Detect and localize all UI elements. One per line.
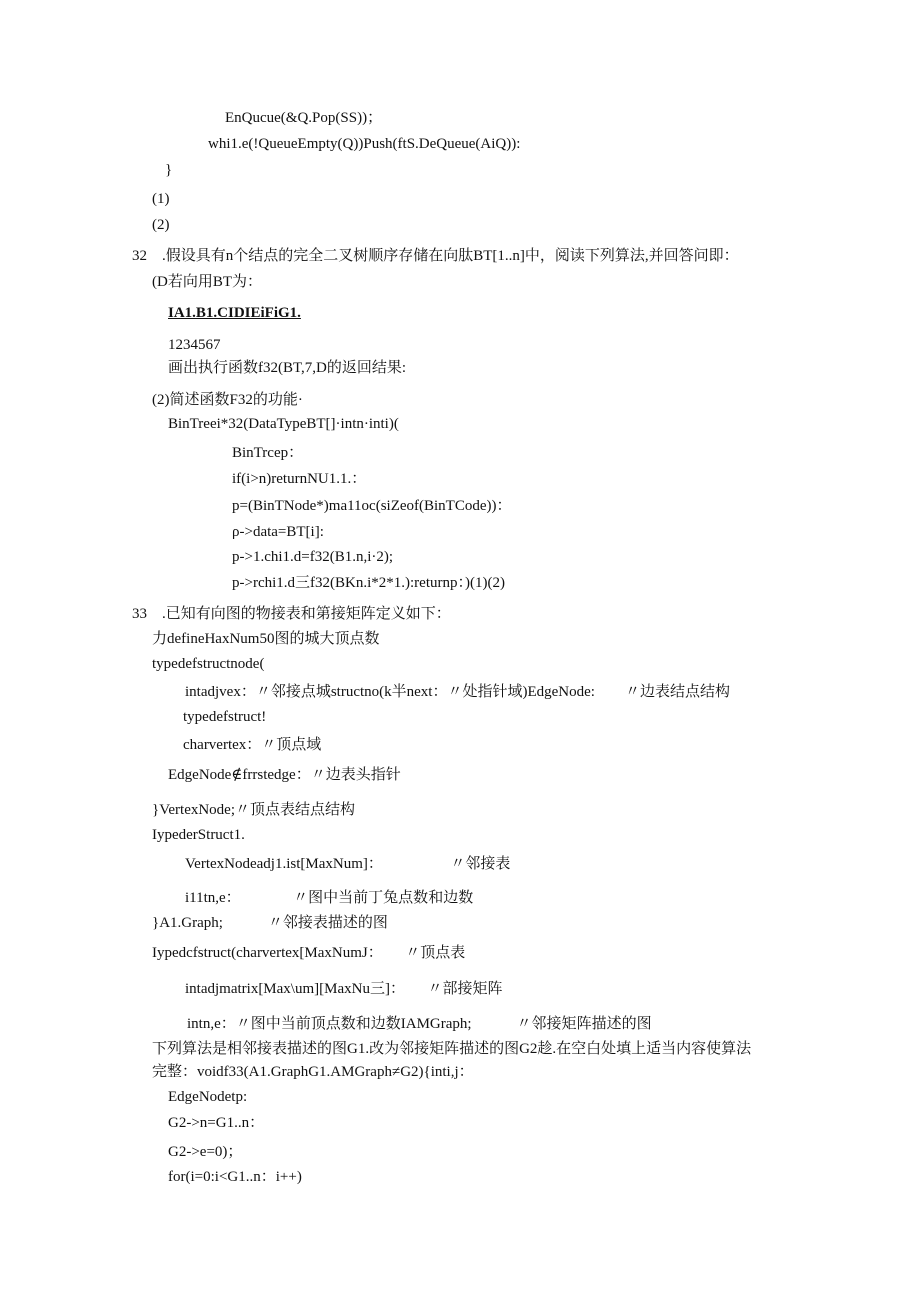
question-32-draw-result: 画出执行函数f32(BT,7,D的返回结果: [168, 360, 407, 376]
code-adjvex-line: intadjvex：〃邻接点城structno(k半next：〃处指针域)EdgeNode: 〃边表结点结构 [185, 684, 730, 700]
question-33-instruction: 下列算法是相邻接表描述的图G1.改为邻接矩阵描述的图G2趁.在空白处填上适当内容使算法 [152, 1041, 752, 1057]
code-f32-rchild: p->rchi1.d三f32(BKn.i*2*1.):returnp：)(1)(2) [232, 575, 505, 591]
code-f33-decl: EdgeNodetp: [168, 1089, 248, 1105]
code-adjmatrix-field: intadjmatrix[Max\um][MaxNu三]： 〃部接矩阵 [185, 981, 503, 997]
question-32-part1: (D若向用BT为： [152, 274, 262, 290]
code-f32-lchild: p->1.chi1.d=f32(B1.n,i·2); [232, 549, 394, 565]
code-f33-signature: 完整：voidf33(A1.GraphG1.AMGraph≠G2){inti,j： [152, 1064, 474, 1080]
code-vertexnode-end: }VertexNode;〃顶点表结点结构 [152, 802, 356, 818]
code-algraph-end: }A1.Graph; 〃邻接表描述的图 [152, 915, 388, 931]
code-firstedge-field: EdgeNode∉frrstedge：〃边表头指针 [168, 767, 401, 783]
code-typedef-struct: typedefstruct! [183, 709, 267, 725]
code-line-close-brace: } [165, 162, 173, 178]
code-line-enqueue: EnQucue(&Q.Pop(SS))； [225, 110, 383, 126]
code-f33-assign-e: G2->e=0)； [168, 1144, 243, 1160]
code-f33-assign-n: G2->n=G1..n： [168, 1115, 265, 1131]
code-vertex-field: charvertex：〃顶点域 [183, 737, 322, 753]
answer-label-2: (2) [152, 217, 170, 233]
code-ne-field: i11tn,e： 〃图中当前丁兔点数和边数 [185, 890, 474, 906]
code-typedef-struct-2: IypederStruct1. [152, 827, 245, 843]
array-indices: 1234567 [168, 337, 221, 353]
code-typedef-node: typedefstructnode( [152, 656, 265, 672]
code-f33-for: for(i=0:i<G1..n：i++) [168, 1169, 302, 1185]
code-line-while: whi1.e(!QueueEmpty(Q))Push(ftS.DeQueue(AiQ)): [208, 136, 521, 152]
question-32-part2: (2)简述函数F32的功能· [152, 392, 303, 408]
code-define-maxnum: 力defineHaxNum50图的城大顶点数 [152, 631, 380, 647]
code-f32-data: ρ->data=BT[i]: [232, 524, 324, 540]
code-f32-signature: BinTreei*32(DataTypeBT[]·intn·inti)( [168, 416, 399, 432]
question-32-stem: 32 .假设具有n个结点的完全二叉树顺序存储在向肽BT[1..n]中，阅读下列算法,并回答问即： [132, 248, 739, 264]
code-amgraph-ne: intn,e：〃图中当前顶点数和边数IAMGraph; 〃邻接矩阵描述的图 [187, 1016, 652, 1032]
question-33-stem: 33 .已知有向图的物接表和第接矩阵定义如下： [132, 606, 451, 622]
code-f32-if: if(i>n)returnNU1.1.： [232, 471, 367, 487]
answer-label-1: (1) [152, 191, 170, 207]
code-f32-malloc: p=(BinTNode*)ma11oc(siZeof(BinTCode))： [232, 498, 512, 514]
code-adjlist-field: VertexNodeadj1.ist[MaxNum]： 〃邻接表 [185, 856, 511, 872]
array-contents: IA1.B1.CIDIEiFiG1. [168, 305, 301, 321]
code-f32-decl: BinTrcep： [232, 445, 304, 461]
code-typedef-amgraph: Iypedcfstruct(charvertex[MaxNumJ： 〃顶点表 [152, 945, 466, 961]
